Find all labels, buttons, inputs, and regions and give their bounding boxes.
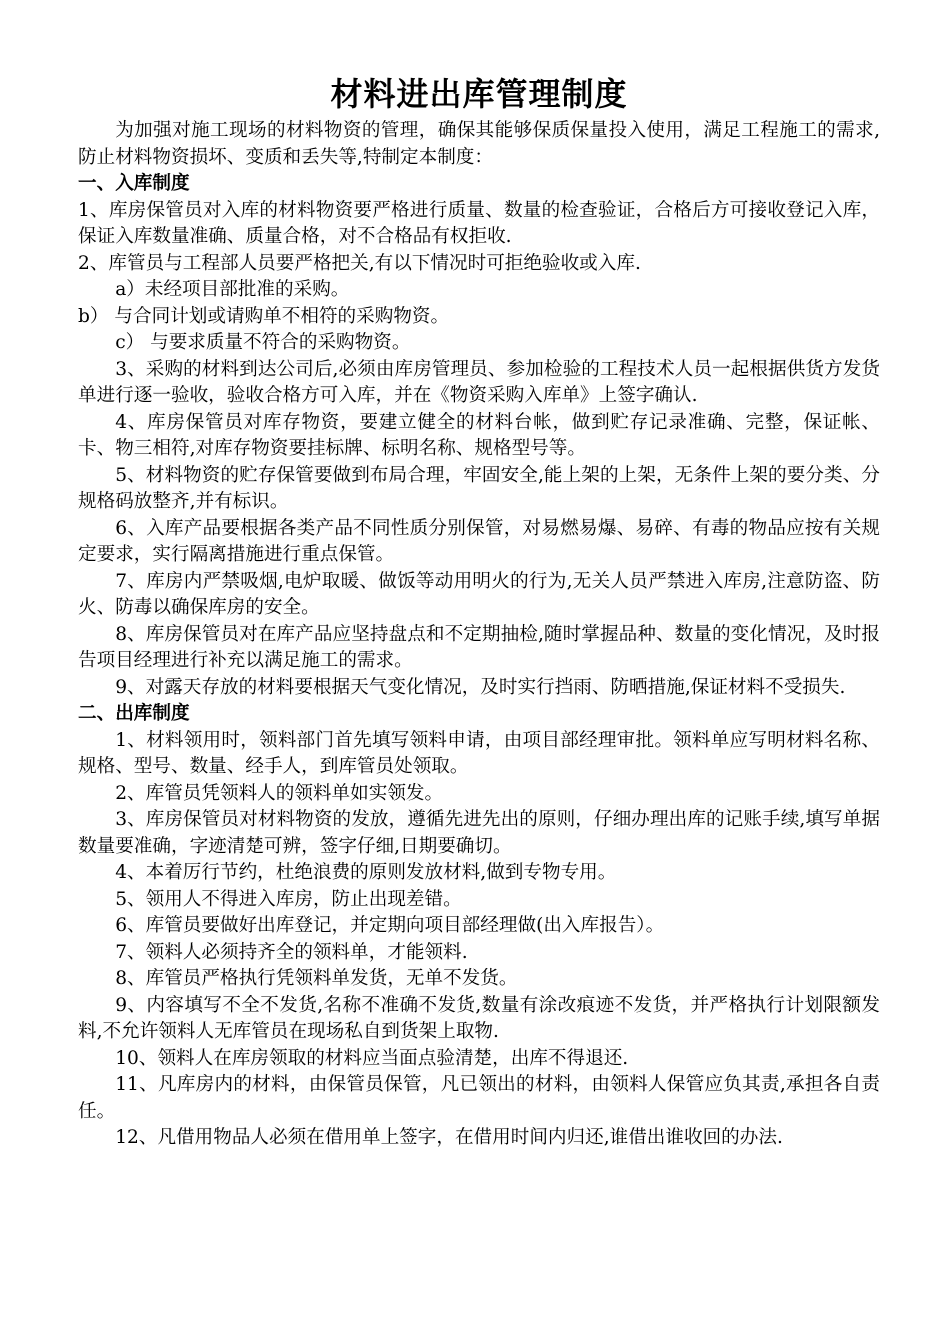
outbound-item-5: 5、领用人不得进入库房，防止出现差错。 (115, 888, 462, 910)
inbound-item-9: 9、对露天存放的材料要根据天气变化情况，及时实行挡雨、防晒措施,保证材料不受损失. (115, 676, 846, 698)
outbound-item-7: 7、领料人必须持齐全的领料单，才能领料. (115, 941, 468, 963)
section-heading-outbound: 二、出库制度 (78, 703, 190, 724)
document-page (78, 72, 880, 1152)
inbound-item-1: 1、库房保管员对入库的材料物资要严格进行质量、数量的检查验证，合格后方可接收登记入库，保证入库数量准确、质量合格，对不合格品有权拒收. (78, 199, 880, 247)
inbound-item-2b: b） 与合同计划或请购单不相符的采购物资。 (78, 305, 450, 327)
intro-paragraph: 为加强对施工现场的材料物资的管理，确保其能够保质保量投入使用，满足工程施工的需求,防止材料物资损坏、变质和丢失等,特制定本制度： (78, 120, 880, 168)
outbound-item-3: 3、库房保管员对材料物资的发放，遵循先进先出的原则，仔细办理出库的记账手续,填写单据数量要准确，字迹清楚可辨，签字仔细,日期要确切。 (78, 809, 880, 857)
inbound-item-2c: c） 与要求质量不符合的采购物资。 (115, 332, 411, 353)
outbound-item-4: 4、本着厉行节约，杜绝浪费的原则发放材料,做到专物专用。 (115, 862, 617, 883)
outbound-item-1: 1、材料领用时，领料部门首先填写领料申请，由项目部经理审批。领料单应写明材料名称、规格、型号、数量、经手人，到库管员处领取。 (78, 729, 880, 777)
section-heading-inbound: 一、入库制度 (78, 173, 190, 194)
inbound-item-7: 7、库房内严禁吸烟,电炉取暖、做饭等动用明火的行为,无关人员严禁进入库房,注意防盗、防火、防毒以确保库房的安全。 (78, 570, 880, 618)
document-title: 材料进出库管理制度 (330, 75, 628, 113)
inbound-item-2: 2、库管员与工程部人员要严格把关,有以下情况时可拒绝验收或入库. (78, 252, 641, 274)
outbound-item-10: 10、领料人在库房领取的材料应当面点验清楚，出库不得退还. (115, 1047, 629, 1069)
outbound-item-11: 11、凡库房内的材料，由保管员保管，凡已领出的材料，由领料人保管应负其责,承担各自责任。 (78, 1074, 880, 1122)
inbound-item-3: 3、采购的材料到达公司后,必须由库房管理员、参加检验的工程技术人员一起根据供货方发货单进行逐一验收，验收合格方可入库，并在《物资采购入库单》上签字确认. (78, 358, 880, 406)
inbound-item-5: 5、材料物资的贮存保管要做到布局合理，牢固安全,能上架的上架，无条件上架的要分类、分规格码放整齐,并有标识。 (78, 464, 880, 512)
inbound-item-4: 4、库房保管员对库存物资，要建立健全的材料台帐，做到贮存记录准确、完整，保证帐、卡、物三相符,对库存物资要挂标牌、标明名称、规格型号等。 (78, 411, 880, 459)
inbound-item-6: 6、入库产品要根据各类产品不同性质分别保管，对易燃易爆、易碎、有毒的物品应按有关规定要求，实行隔离措施进行重点保管。 (78, 517, 880, 565)
outbound-item-6: 6、库管员要做好出库登记，并定期向项目部经理做(出入库报告）。 (115, 915, 665, 936)
outbound-item-2: 2、库管员凭领料人的领料单如实领发。 (115, 782, 444, 804)
inbound-item-8: 8、库房保管员对在库产品应坚持盘点和不定期抽检,随时掌握品种、数量的变化情况，及时报告项目经理进行补充以满足施工的需求。 (78, 623, 880, 671)
outbound-item-12: 12、凡借用物品人必须在借用单上签字，在借用时间内归还,谁借出谁收回的办法. (115, 1127, 783, 1148)
outbound-item-8: 8、库管员严格执行凭领料单发货，无单不发货。 (115, 968, 518, 989)
inbound-item-2a: a）未经项目部批准的采购。 (115, 279, 350, 300)
outbound-item-9: 9、内容填写不全不发货,名称不准确不发货,数量有涂改痕迹不发货，并严格执行计划限额发料,不允许领料人无库管员在现场私自到货架上取物. (78, 994, 880, 1042)
